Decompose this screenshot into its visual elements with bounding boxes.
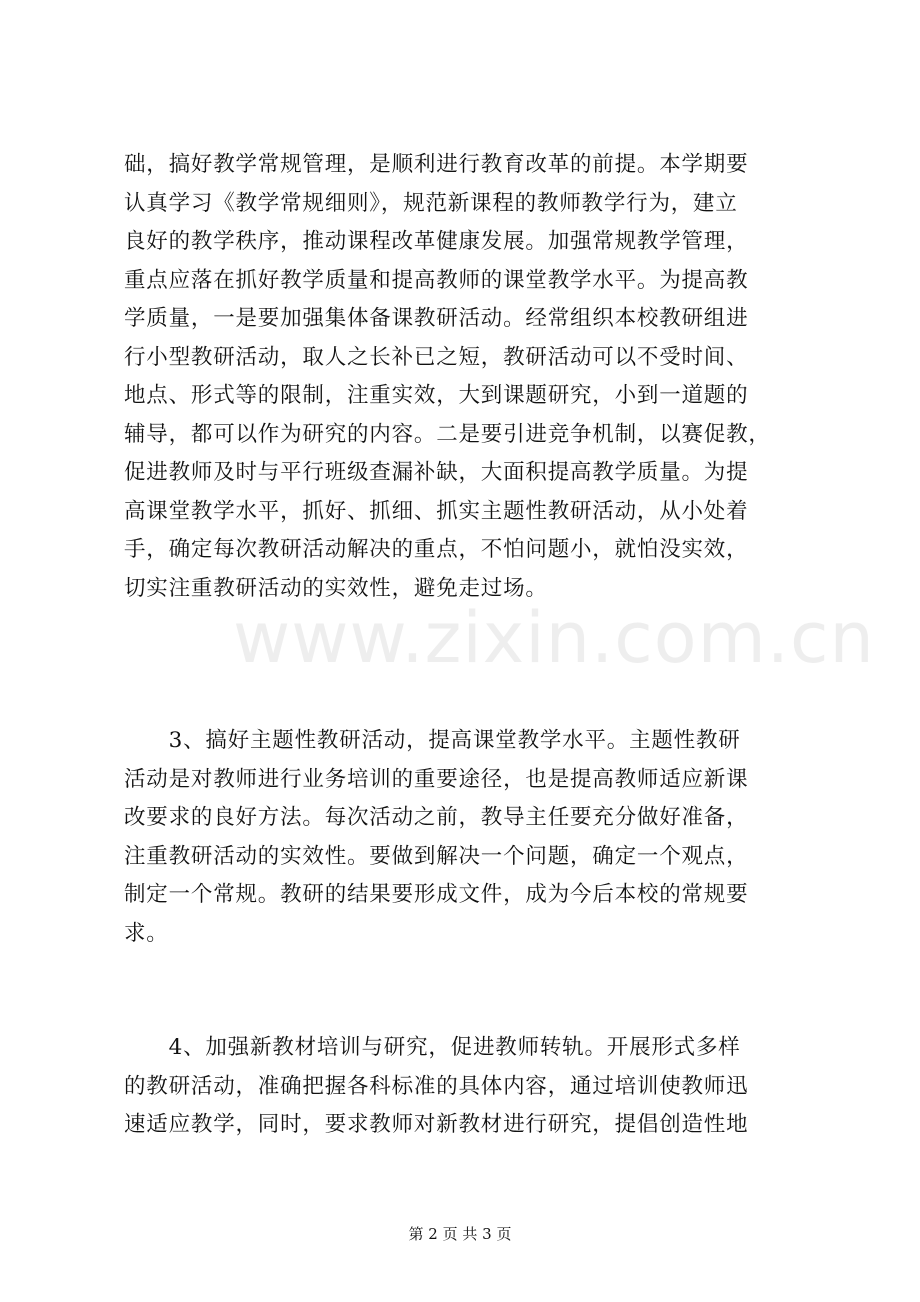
page-footer: 第 2 页 共 3 页	[408, 1225, 512, 1243]
text-line: 地点、形式等的限制，注重实效，大到课题研究，小到一道题的	[124, 383, 749, 408]
text-line: 认真学习《教学常规细则》，规范新课程的教师教学行为，建立	[124, 190, 738, 216]
text-line: 切实注重教研活动的实效性，避免走过场。	[124, 575, 548, 601]
text-line: 求。	[124, 920, 169, 946]
paragraph-item-4	[124, 1029, 814, 1145]
paragraph-teaching-management	[124, 146, 814, 608]
text-line: 速适应教学，同时，要求教师对新教材进行研究，提倡创造性地	[124, 1112, 749, 1137]
text-line: 的教研活动，准确把握各科标准的具体内容，通过培训使教师迅	[124, 1073, 749, 1099]
text-line: 手，确定每次教研活动解决的重点，不怕问题小，就怕没实效，	[124, 537, 749, 562]
text-line: 3、搞好主题性教研活动，提高课堂教学水平。主题性教研	[124, 728, 741, 753]
text-line: 改要求的良好方法。每次活动之前，教导主任要充分做好准备，	[124, 805, 749, 830]
text-line: 促进教师及时与平行班级查漏补缺，大面积提高教学质量。为提	[124, 460, 749, 485]
watermark: www.zixin.com.cn	[233, 597, 875, 679]
text-line: 制定一个常规。教研的结果要形成文件，成为今后本校的常规要	[124, 882, 749, 907]
text-line: 辅导，都可以作为研究的内容。二是要引进竞争机制，以赛促教，	[124, 421, 771, 447]
text-line: 重点应落在抓好教学质量和提高教师的课堂教学水平。为提高教	[124, 267, 749, 293]
paragraph-item-3	[124, 722, 814, 953]
text-line: 础，搞好教学常规管理，是顺利进行教育改革的前提。本学期要	[124, 152, 749, 177]
text-line: 良好的教学秩序，推动课程改革健康发展。加强常规教学管理，	[124, 229, 749, 254]
text-line: 高课堂教学水平，抓好、抓细、抓实主题性教研活动，从小处着	[124, 498, 749, 524]
text-line: 行小型教研活动，取人之长补已之短，教研活动可以不受时间、	[124, 344, 749, 370]
text-line: 注重教研活动的实效性。要做到解决一个问题，确定一个观点，	[124, 843, 749, 869]
text-line: 活动是对教师进行业务培训的重要途径，也是提高教师适应新课	[124, 766, 749, 792]
text-line: 学质量，一是要加强集体备课教研活动。经常组织本校教研组进	[124, 306, 749, 331]
text-line: 4、加强新教材培训与研究，促进教师转轨。开展形式多样	[124, 1035, 741, 1060]
